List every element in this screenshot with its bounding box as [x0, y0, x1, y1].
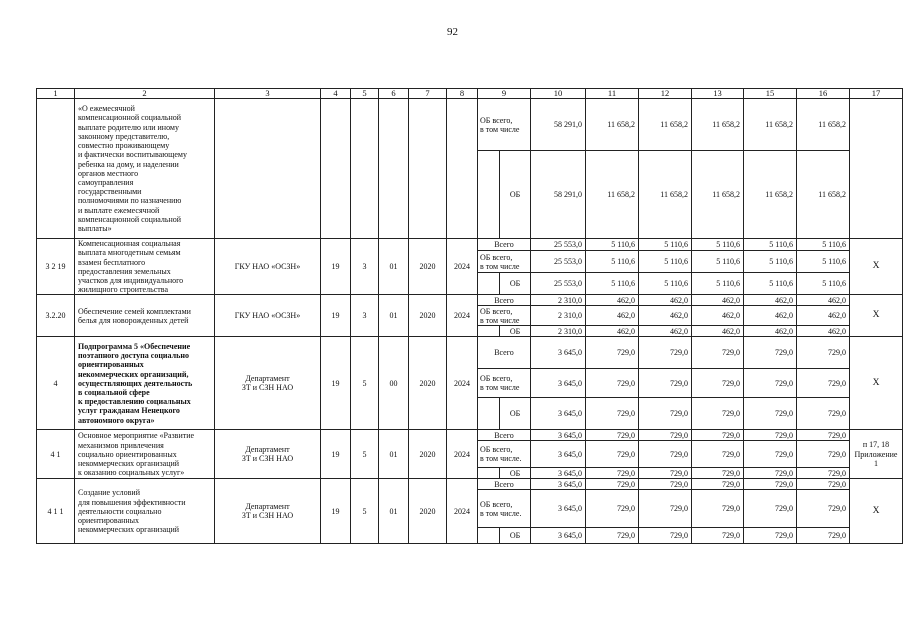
row-year-end: 2024 [447, 239, 478, 295]
row-code-c4: 19 [321, 430, 351, 479]
value-year: 729,0 [639, 430, 692, 441]
table-row [37, 479, 903, 490]
value-year: 729,0 [639, 479, 692, 490]
value-year: 729,0 [639, 528, 692, 544]
funding-label [478, 441, 531, 468]
row-executor [215, 479, 321, 544]
value-year: 729,0 [586, 398, 639, 430]
funding-label [478, 306, 531, 326]
value-year: 11 658,2 [744, 99, 797, 151]
col-header: 6 [379, 89, 409, 99]
row-note: Х [850, 295, 903, 337]
col-header: 12 [639, 89, 692, 99]
value-year: 11 658,2 [639, 151, 692, 239]
value-year: 5 110,6 [797, 273, 850, 295]
col-header: 5 [351, 89, 379, 99]
col-header: 8 [447, 89, 478, 99]
row-name [75, 99, 215, 239]
row-year-end [447, 99, 478, 239]
row-code-c5: 3 [351, 295, 379, 337]
value-year: 729,0 [744, 441, 797, 468]
value-total: 58 291,0 [531, 99, 586, 151]
value-year: 729,0 [744, 479, 797, 490]
row-code-c4: 19 [321, 295, 351, 337]
value-year: 729,0 [692, 528, 744, 544]
value-year: 5 110,6 [797, 239, 850, 251]
funding-label: Всего [478, 430, 531, 441]
value-year: 729,0 [639, 398, 692, 430]
indent-cell [478, 273, 500, 295]
value-total: 3 645,0 [531, 398, 586, 430]
row-year-end: 2024 [447, 430, 478, 479]
value-year: 729,0 [692, 441, 744, 468]
row-executor [215, 337, 321, 430]
funding-label: ОБ [500, 398, 531, 430]
value-total: 3 645,0 [531, 468, 586, 479]
row-year-start: 2020 [409, 337, 447, 430]
funding-label-text: ОБ всего, в том числе [480, 306, 520, 325]
value-year: 462,0 [586, 306, 639, 326]
value-year: 729,0 [797, 528, 850, 544]
row-note: Х [850, 337, 903, 430]
value-year: 11 658,2 [797, 99, 850, 151]
value-year: 729,0 [639, 490, 692, 528]
funding-label [478, 99, 531, 151]
value-year: 729,0 [692, 398, 744, 430]
row-code-c4: 19 [321, 479, 351, 544]
value-year: 462,0 [692, 326, 744, 337]
row-code-c4: 19 [321, 337, 351, 430]
row-year-start: 2020 [409, 430, 447, 479]
value-year: 729,0 [692, 337, 744, 369]
value-total: 3 645,0 [531, 369, 586, 398]
funding-label: ОБ [500, 273, 531, 295]
value-total: 3 645,0 [531, 430, 586, 441]
row-year-start [409, 99, 447, 239]
value-year: 729,0 [797, 430, 850, 441]
row-name-text: Подпрограмма 5 «Обеспечение поэтапного доступа социально ориентированных некоммерческих организаций, осуществляющих деятельность в социальной сфере к предоставлению социальных услуг гражданам Ненецкого автономного округа» [78, 342, 193, 425]
row-code-c6: 01 [379, 479, 409, 544]
value-year: 5 110,6 [639, 273, 692, 295]
value-year: 729,0 [692, 468, 744, 479]
col-header: 1 [37, 89, 75, 99]
value-year: 462,0 [797, 306, 850, 326]
value-total: 3 645,0 [531, 528, 586, 544]
value-total: 3 645,0 [531, 490, 586, 528]
value-year: 729,0 [797, 468, 850, 479]
row-code-c6: 01 [379, 430, 409, 479]
row-name [75, 337, 215, 430]
col-header: 7 [409, 89, 447, 99]
indent-cell [478, 468, 500, 479]
funding-label-text: ОБ всего, в том числе [480, 252, 520, 271]
row-code-c6 [379, 99, 409, 239]
table-row [37, 99, 903, 151]
value-year: 729,0 [744, 337, 797, 369]
value-year: 462,0 [586, 295, 639, 306]
col-header: 3 [215, 89, 321, 99]
funding-label-text: ОБ всего, в том числе. [480, 499, 522, 518]
value-year: 729,0 [692, 430, 744, 441]
value-year: 5 110,6 [639, 239, 692, 251]
row-code: 3.2.20 [37, 295, 75, 337]
value-year: 5 110,6 [797, 251, 850, 273]
value-year: 729,0 [797, 369, 850, 398]
value-year: 462,0 [639, 295, 692, 306]
row-name-text: Основное мероприятие «Развитие механизмов привлечения социально ориентированных некоммерческих организаций к оказанию социальных услуг» [78, 431, 195, 478]
row-code-c6: 01 [379, 239, 409, 295]
value-year: 729,0 [586, 430, 639, 441]
funding-label: Всего [478, 239, 531, 251]
value-year: 729,0 [639, 468, 692, 479]
value-year: 11 658,2 [797, 151, 850, 239]
row-code: 4 1 1 [37, 479, 75, 544]
value-year: 5 110,6 [586, 251, 639, 273]
value-total: 3 645,0 [531, 337, 586, 369]
row-year-end: 2024 [447, 295, 478, 337]
value-year: 729,0 [744, 369, 797, 398]
funding-label: ОБ [500, 528, 531, 544]
row-code-c5: 5 [351, 337, 379, 430]
value-year: 5 110,6 [744, 251, 797, 273]
funding-label-text: ОБ всего, в том числе [480, 115, 520, 134]
value-year: 5 110,6 [692, 239, 744, 251]
row-code: 4 1 [37, 430, 75, 479]
page-number: 92 [447, 26, 458, 38]
row-code: 4 [37, 337, 75, 430]
row-code-c4 [321, 99, 351, 239]
row-code: 3 2 19 [37, 239, 75, 295]
row-executor-text: Департамент ЗТ и СЗН НАО [241, 445, 294, 464]
value-total: 2 310,0 [531, 295, 586, 306]
value-year: 729,0 [692, 490, 744, 528]
value-year: 462,0 [744, 295, 797, 306]
row-code-c6: 00 [379, 337, 409, 430]
row-executor: ГКУ НАО «ОСЗН» [215, 239, 321, 295]
value-year: 462,0 [639, 306, 692, 326]
row-code-c4: 19 [321, 239, 351, 295]
value-year: 729,0 [692, 369, 744, 398]
table-row [37, 337, 903, 369]
row-code [37, 99, 75, 239]
value-year: 729,0 [797, 337, 850, 369]
table-row [37, 430, 903, 441]
value-total: 58 291,0 [531, 151, 586, 239]
row-name [75, 479, 215, 544]
value-year: 729,0 [797, 490, 850, 528]
value-year: 11 658,2 [744, 151, 797, 239]
value-year: 729,0 [586, 441, 639, 468]
value-year: 5 110,6 [586, 239, 639, 251]
header-row [37, 89, 903, 99]
col-header: 11 [586, 89, 639, 99]
value-year: 729,0 [692, 479, 744, 490]
row-name-text: Создание условий для повышения эффективности деятельности социально ориентированных некоммерческих организаций [78, 488, 186, 535]
col-header: 10 [531, 89, 586, 99]
funding-label: ОБ [500, 326, 531, 337]
row-year-end: 2024 [447, 479, 478, 544]
value-year: 729,0 [639, 369, 692, 398]
value-total: 3 645,0 [531, 441, 586, 468]
col-header: 17 [850, 89, 903, 99]
row-code-c6: 01 [379, 295, 409, 337]
funding-label: Всего [478, 295, 531, 306]
value-year: 729,0 [586, 528, 639, 544]
value-year: 729,0 [586, 369, 639, 398]
value-year: 729,0 [797, 441, 850, 468]
row-note-text: п 17, 18 Приложение 1 [854, 440, 898, 469]
value-year: 729,0 [586, 479, 639, 490]
value-year: 5 110,6 [744, 239, 797, 251]
row-executor [215, 99, 321, 239]
value-year: 729,0 [744, 490, 797, 528]
value-year: 5 110,6 [744, 273, 797, 295]
value-year: 462,0 [797, 326, 850, 337]
value-year: 5 110,6 [586, 273, 639, 295]
funding-label: Всего [478, 337, 531, 369]
value-total: 3 645,0 [531, 479, 586, 490]
row-note [850, 99, 903, 239]
value-year: 462,0 [692, 295, 744, 306]
funding-label [478, 251, 531, 273]
value-year: 462,0 [797, 295, 850, 306]
col-header: 4 [321, 89, 351, 99]
row-note: Х [850, 239, 903, 295]
value-total: 25 553,0 [531, 251, 586, 273]
col-header: 13 [692, 89, 744, 99]
value-year: 729,0 [797, 479, 850, 490]
funding-label [478, 490, 531, 528]
funding-label [478, 369, 531, 398]
value-year: 11 658,2 [586, 99, 639, 151]
indent-cell [478, 151, 500, 239]
col-header: 15 [744, 89, 797, 99]
row-code-c5 [351, 99, 379, 239]
value-year: 729,0 [586, 468, 639, 479]
indent-cell [478, 398, 500, 430]
table-row [37, 295, 903, 306]
row-year-end: 2024 [447, 337, 478, 430]
row-note: Х [850, 479, 903, 544]
col-header: 2 [75, 89, 215, 99]
value-year: 729,0 [744, 528, 797, 544]
value-year: 462,0 [744, 306, 797, 326]
value-total: 2 310,0 [531, 326, 586, 337]
col-header: 16 [797, 89, 850, 99]
funding-label-text: ОБ всего, в том числе [480, 374, 520, 393]
indent-cell [478, 528, 500, 544]
value-year: 11 658,2 [692, 151, 744, 239]
value-year: 11 658,2 [692, 99, 744, 151]
value-year: 5 110,6 [692, 251, 744, 273]
row-name-text: «О ежемесячной компенсационной социальной выплате родителю или иному законному представителю, совместно проживающему и фактически воспитывающему ребенка на дому, и наделении органов местного самоуправления государственными полномочиями по назначению и выплате ежемесячной компенсационной социальной выплаты» [78, 104, 187, 233]
value-year: 462,0 [692, 306, 744, 326]
value-year: 11 658,2 [639, 99, 692, 151]
table-row [37, 239, 903, 251]
value-year: 729,0 [744, 398, 797, 430]
row-year-start: 2020 [409, 239, 447, 295]
funding-label: Всего [478, 479, 531, 490]
row-executor: ГКУ НАО «ОСЗН» [215, 295, 321, 337]
value-year: 729,0 [586, 490, 639, 528]
row-name [75, 295, 215, 337]
row-code-c5: 5 [351, 479, 379, 544]
value-year: 462,0 [639, 326, 692, 337]
value-year: 462,0 [744, 326, 797, 337]
value-year: 11 658,2 [586, 151, 639, 239]
row-year-start: 2020 [409, 479, 447, 544]
row-executor-text: Департамент ЗТ и СЗН НАО [241, 374, 294, 393]
budget-table [36, 88, 903, 544]
row-code-c5: 3 [351, 239, 379, 295]
funding-label-text: ОБ всего, в том числе. [480, 445, 522, 464]
value-year: 5 110,6 [639, 251, 692, 273]
value-year: 729,0 [639, 441, 692, 468]
row-name-text: Компенсационная социальная выплата многодетным семьям взамен бесплатного предоставления земельных участков для индивидуального жилищного строительства [78, 239, 184, 295]
value-year: 729,0 [797, 398, 850, 430]
funding-label: ОБ [500, 468, 531, 479]
value-year: 729,0 [586, 337, 639, 369]
value-year: 5 110,6 [692, 273, 744, 295]
row-name [75, 430, 215, 479]
value-total: 25 553,0 [531, 273, 586, 295]
value-total: 25 553,0 [531, 239, 586, 251]
row-executor-text: Департамент ЗТ и СЗН НАО [241, 502, 294, 521]
row-name [75, 239, 215, 295]
row-year-start: 2020 [409, 295, 447, 337]
col-header: 9 [478, 89, 531, 99]
indent-cell [478, 326, 500, 337]
value-total: 2 310,0 [531, 306, 586, 326]
value-year: 729,0 [744, 430, 797, 441]
row-executor [215, 430, 321, 479]
value-year: 462,0 [586, 326, 639, 337]
value-year: 729,0 [639, 337, 692, 369]
value-year: 729,0 [744, 468, 797, 479]
row-name-text: Обеспечение семей комплектами белья для новорожденных детей [78, 306, 191, 325]
funding-label: ОБ [500, 151, 531, 239]
row-code-c5: 5 [351, 430, 379, 479]
row-note [850, 430, 903, 479]
